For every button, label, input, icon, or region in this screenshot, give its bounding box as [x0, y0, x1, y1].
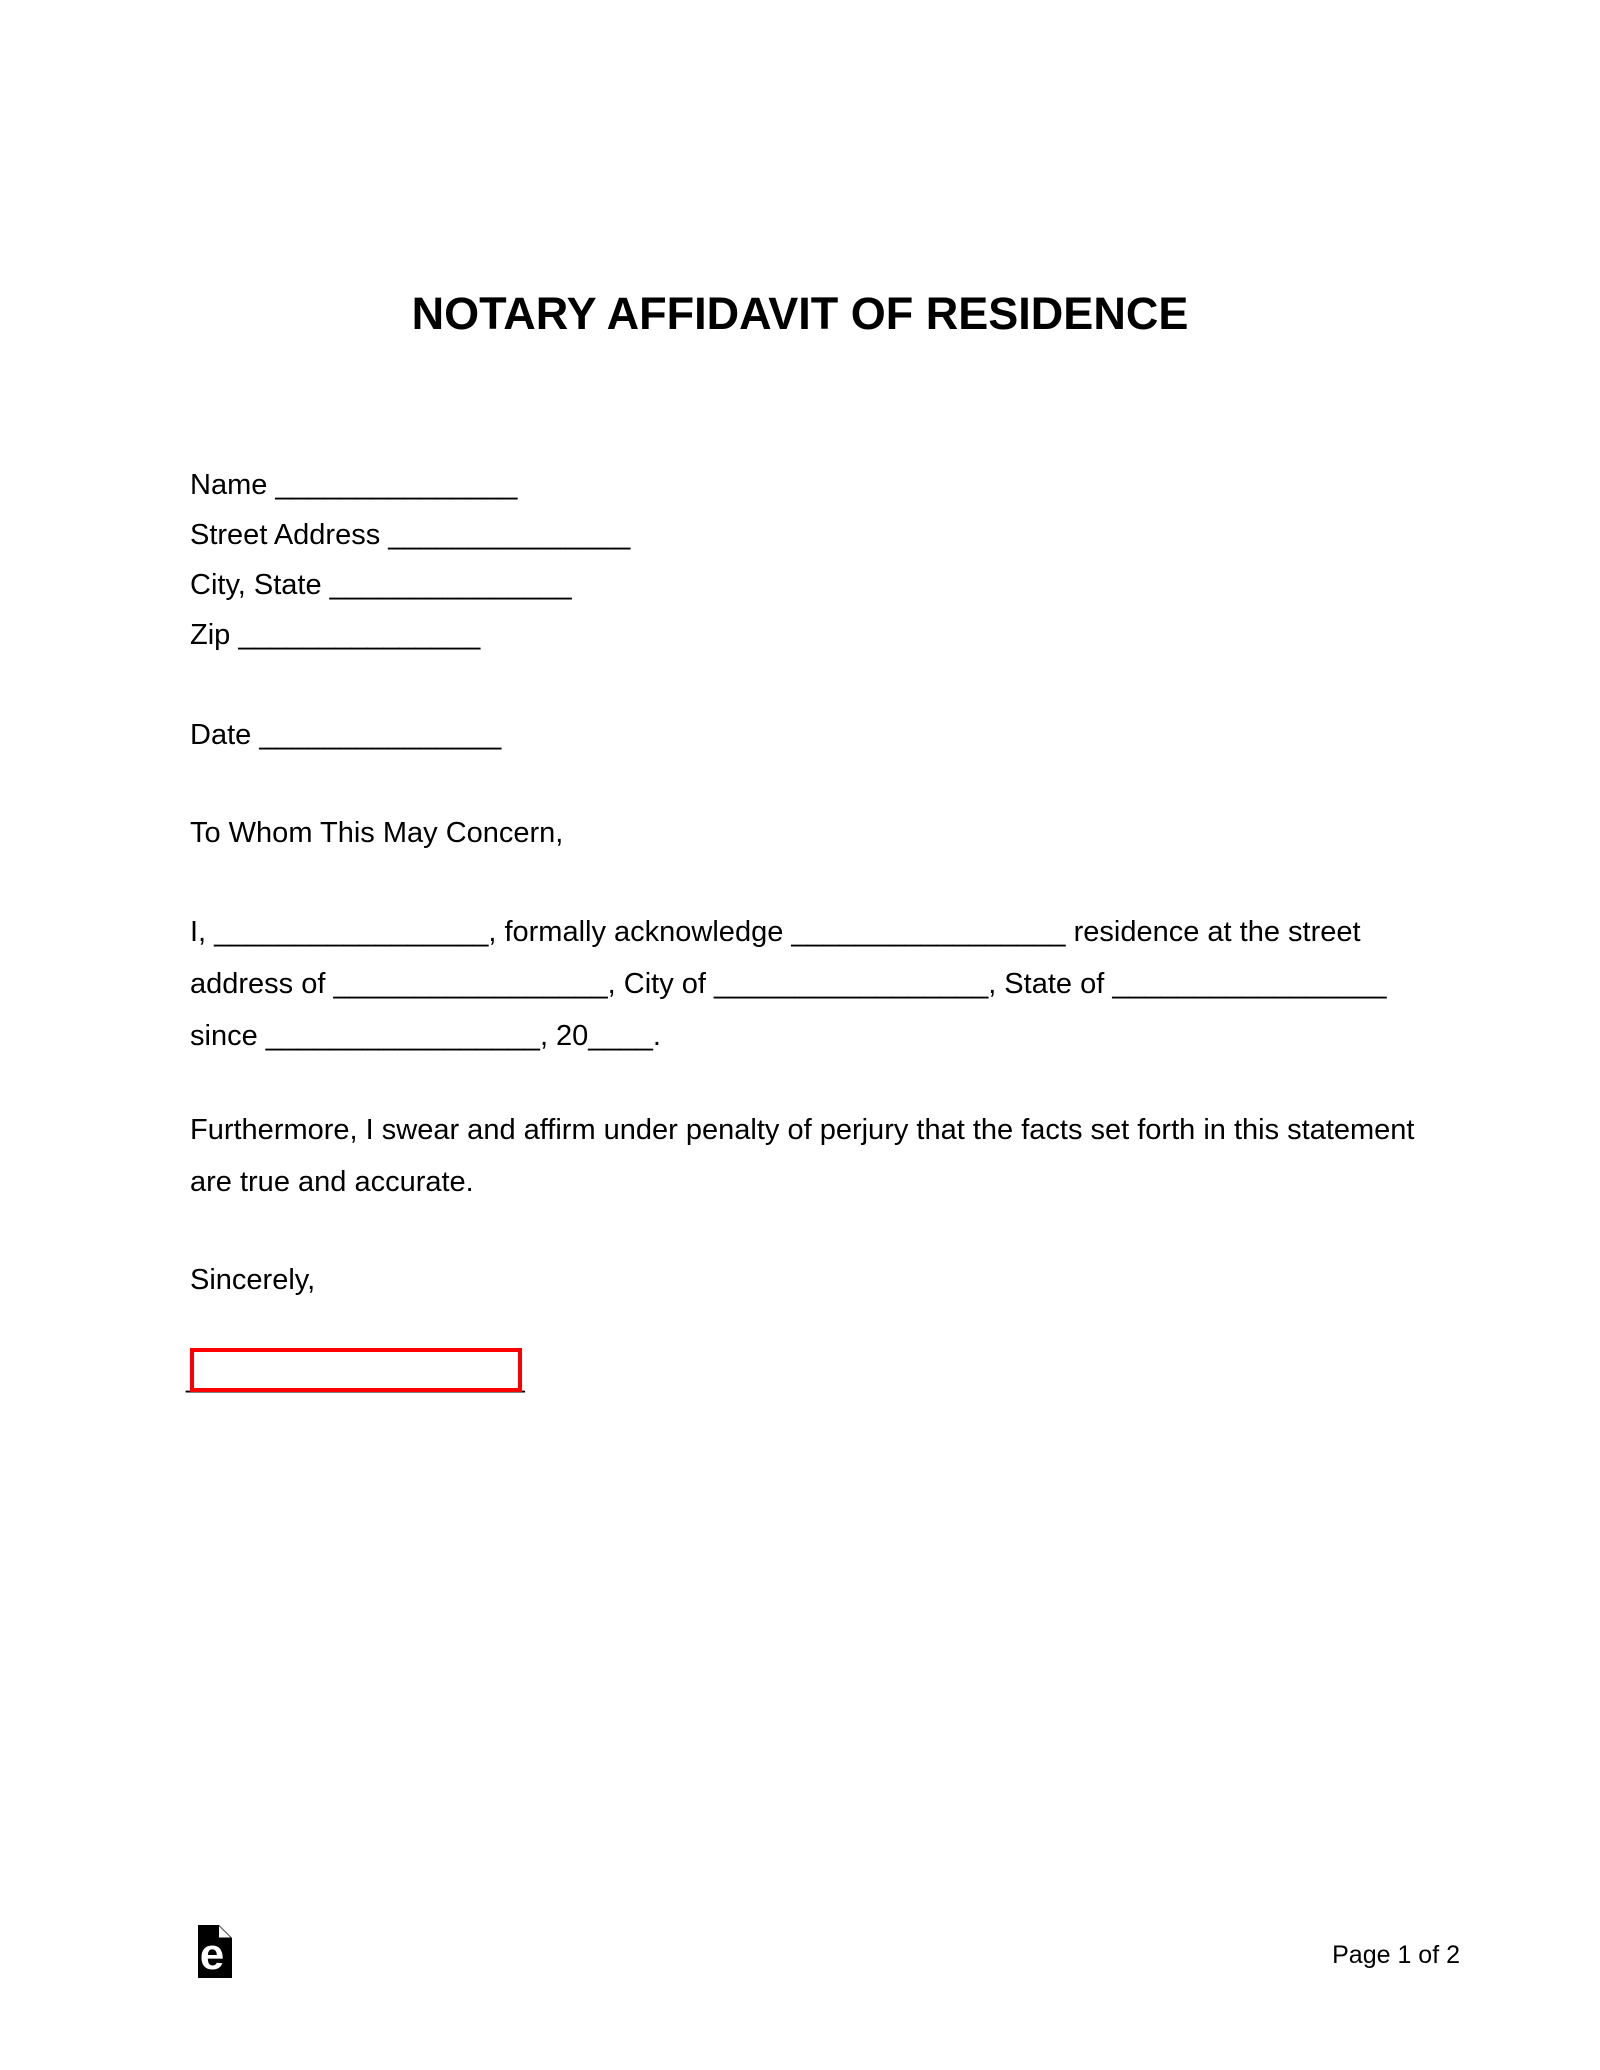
closing: Sincerely,: [190, 1264, 316, 1296]
date-blank-line: Date _______________: [190, 719, 502, 751]
acknowledgment-line-2: address of _________________, City of _________________, State of _________________: [190, 968, 1387, 1000]
logo-letter: e: [199, 1930, 225, 1978]
eforms-logo-icon: [198, 1925, 232, 1978]
signature-blank-line: _____________________: [186, 1362, 525, 1394]
affirmation-line-2: are true and accurate.: [190, 1166, 474, 1198]
acknowledgment-line-3: since _________________, 20____.: [190, 1020, 661, 1052]
city-state-blank-line: City, State _______________: [190, 569, 572, 601]
affirmation-line-1: Furthermore, I swear and affirm under penalty of perjury that the facts set forth in this statement: [190, 1114, 1415, 1146]
document-title: NOTARY AFFIDAVIT OF RESIDENCE: [411, 288, 1189, 339]
zip-blank-line: Zip _______________: [190, 619, 481, 651]
salutation: To Whom This May Concern,: [190, 817, 564, 849]
acknowledgment-paragraph: [190, 906, 1387, 1062]
street-blank-line: Street Address _______________: [190, 519, 631, 551]
page-number: Page 1 of 2: [1332, 1941, 1460, 1969]
acknowledgment-line-1: I, _________________, formally acknowledge _________________ residence at the street: [190, 916, 1361, 948]
address-block: [190, 460, 630, 660]
signature-field-box[interactable]: [190, 1348, 522, 1392]
name-blank-line: Name _______________: [190, 469, 518, 501]
affirmation-paragraph: [190, 1104, 1415, 1208]
